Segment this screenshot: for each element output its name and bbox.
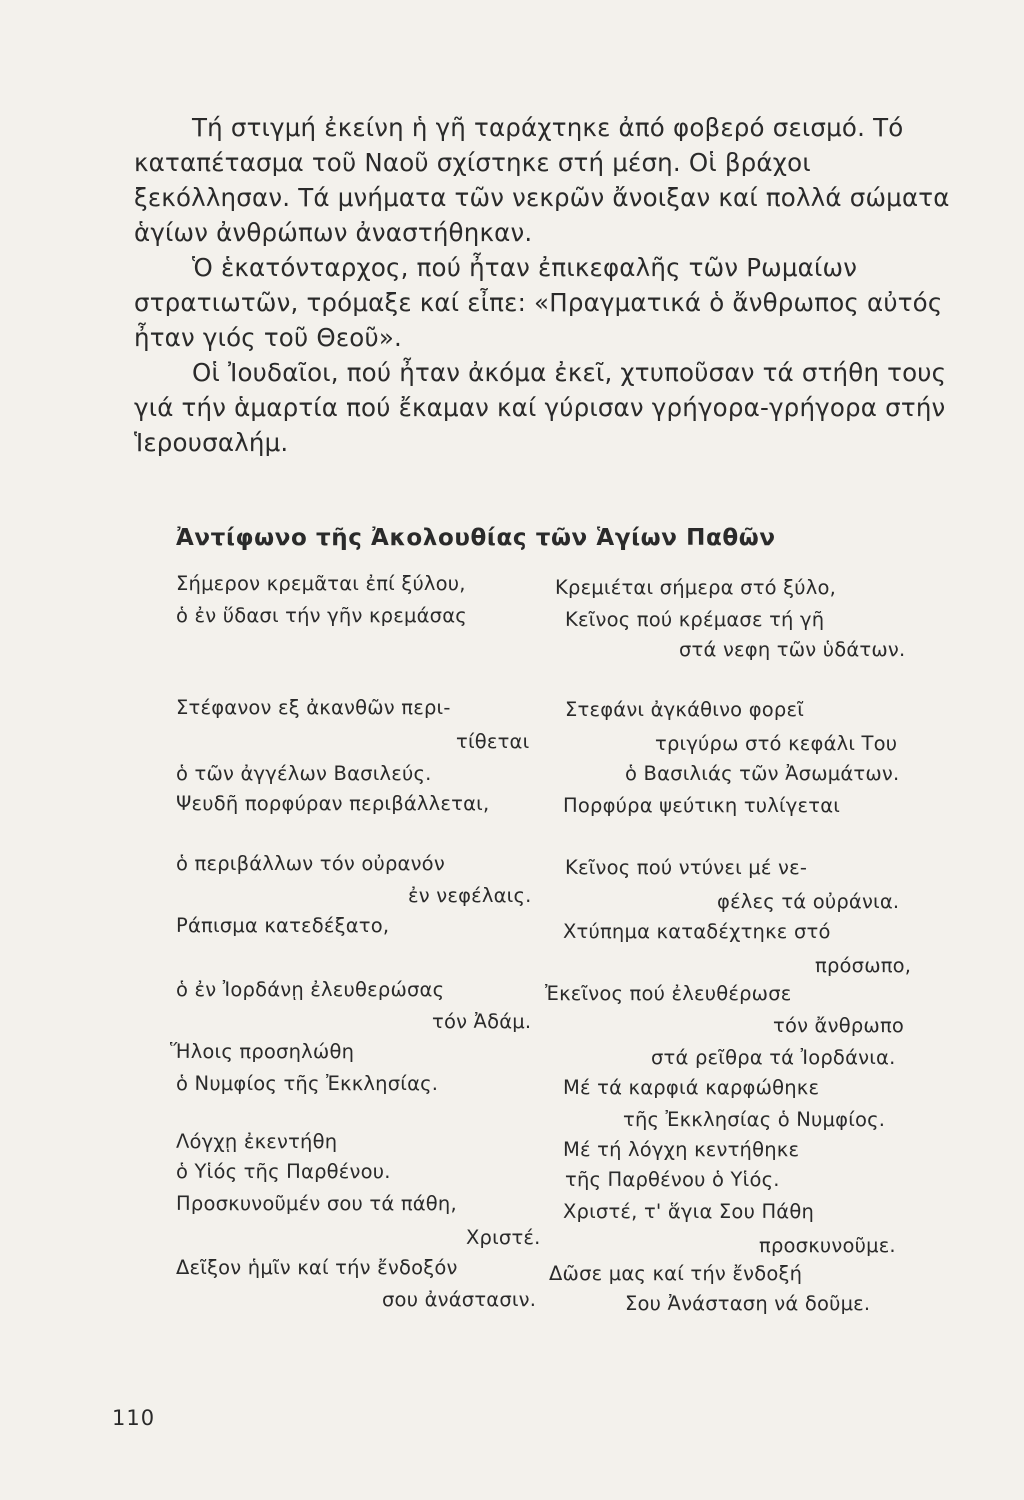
left-line: Χριστέ.	[466, 1226, 541, 1249]
left-line: Προσκυνοῦμέν σου τά πάθη,	[176, 1192, 457, 1215]
right-line: τῆς Παρθένου ὁ Υἱός.	[565, 1168, 780, 1191]
left-line: Ἥλοις προσηλώθη	[170, 1040, 355, 1063]
prose-block	[134, 110, 968, 460]
right-line: Ἐκεῖνος πού ἐλευθέρωσε	[545, 982, 792, 1005]
right-line: στά ρεῖθρα τά Ἰορδάνια.	[651, 1046, 896, 1069]
right-line: Χριστέ, τ' ἅγια Σου Πάθη	[563, 1200, 815, 1223]
left-line: Σήμερον κρεμᾶται ἐπί ξύλου,	[176, 572, 466, 595]
right-line: τριγύρω στό κεφάλι Του	[655, 732, 898, 755]
right-line: Κεῖνος πού ντύνει μέ νε-	[565, 856, 808, 879]
left-line: Ψευδῆ πορφύραν περιβάλλεται,	[176, 792, 490, 815]
left-line: Λόγχῃ ἐκεντήθη	[176, 1130, 338, 1153]
paragraph: Ὁ ἑκατόνταρχος, πού ἦταν ἐπικεφαλῆς τῶν Ρωμαίων στρατιωτῶν, τρόμαξε καί εἶπε: «Πραγματικά ὁ ἄνθρωπος αὐτός ἦταν γιός τοῦ Θεοῦ».	[134, 253, 943, 352]
right-line: στά νεφη τῶν ὑδάτων.	[679, 638, 906, 661]
right-line: Σου Ἀνάσταση νά δοῦμε.	[625, 1292, 871, 1315]
left-line: ὁ ἐν Ἰορδάνῃ ἐλευθερώσας	[176, 978, 445, 1001]
left-line: Ράπισμα κατεδέξατο,	[176, 914, 390, 937]
right-line: Κρεμιέται σήμερα στό ξύλο,	[555, 576, 836, 599]
right-line: Πορφύρα ψεύτικη τυλίγεται	[563, 794, 841, 817]
paragraph: Οἱ Ἰουδαῖοι, πού ἦταν ἀκόμα ἐκεῖ, χτυποῦσαν τά στήθη τους γιά τήν ἁμαρτία πού ἔκαμαν καί γύρισαν γρήγορα-γρήγορα στήν Ἱερουσαλήμ.	[134, 358, 947, 457]
right-line: τῆς Ἐκκλησίας ὁ Νυμφίος.	[623, 1108, 886, 1131]
right-line: φέλες τά οὐράνια.	[717, 890, 900, 913]
right-line: Χτύπημα καταδέχτηκε στό	[563, 920, 831, 943]
left-line: ἐν νεφέλαις.	[408, 884, 532, 907]
left-line: ὁ ἐν ὕδασι τήν γῆν κρεμάσας	[176, 604, 467, 627]
right-line: Κεῖνος πού κρέμασε τή γῆ	[565, 608, 825, 631]
right-line: Δῶσε μας καί τήν ἔνδοξή	[549, 1262, 803, 1285]
paragraph: Τή στιγμή ἐκείνη ἡ γῆ ταράχτηκε ἀπό φοβερό σεισμό. Τό καταπέτασμα τοῦ Ναοῦ σχίστηκε στή μέση. Οἱ βράχοι ξεκόλλησαν. Τά μνήματα τῶν νεκρῶν ἄνοιξαν καί πολλά σώματα ἁγίων ἀνθρώπων ἀναστήθηκαν.	[134, 113, 950, 247]
left-line: τίθεται	[456, 730, 530, 753]
left-line: Δεῖξον ἡμῖν καί τήν ἔνδοξόν	[176, 1256, 458, 1279]
right-line: πρόσωπο,	[815, 954, 912, 977]
left-line: ὁ Υἱός τῆς Παρθένου.	[176, 1160, 391, 1183]
right-line: Στεφάνι ἀγκάθινο φορεῖ	[565, 698, 805, 721]
section-heading: Ἀντίφωνο τῆς Ἀκολουθίας τῶν Ἁγίων Παθῶν	[176, 525, 776, 551]
left-line: ὁ περιβάλλων τόν οὐρανόν	[176, 852, 445, 875]
left-column	[170, 572, 556, 1332]
right-line: τόν ἄνθρωπο	[773, 1014, 905, 1037]
left-line: Στέφανον εξ ἀκανθῶν περι-	[176, 696, 451, 719]
right-column	[545, 576, 935, 1336]
right-line: Μέ τή λόγχη κεντήθηκε	[563, 1138, 800, 1161]
right-line: ὁ Βασιλιάς τῶν Ἀσωμάτων.	[625, 762, 900, 785]
left-line: σου ἀνάστασιν.	[382, 1288, 537, 1311]
left-line: ὁ Νυμφίος τῆς Ἐκκλησίας.	[176, 1072, 439, 1095]
page-number: 110	[112, 1406, 156, 1430]
right-line: προσκυνοῦμε.	[759, 1234, 896, 1257]
right-line: Μέ τά καρφιά καρφώθηκε	[563, 1076, 820, 1099]
left-line: ὁ τῶν ἀγγέλων Βασιλεύς.	[176, 762, 432, 785]
left-line: τόν Ἀδάμ.	[432, 1010, 532, 1033]
